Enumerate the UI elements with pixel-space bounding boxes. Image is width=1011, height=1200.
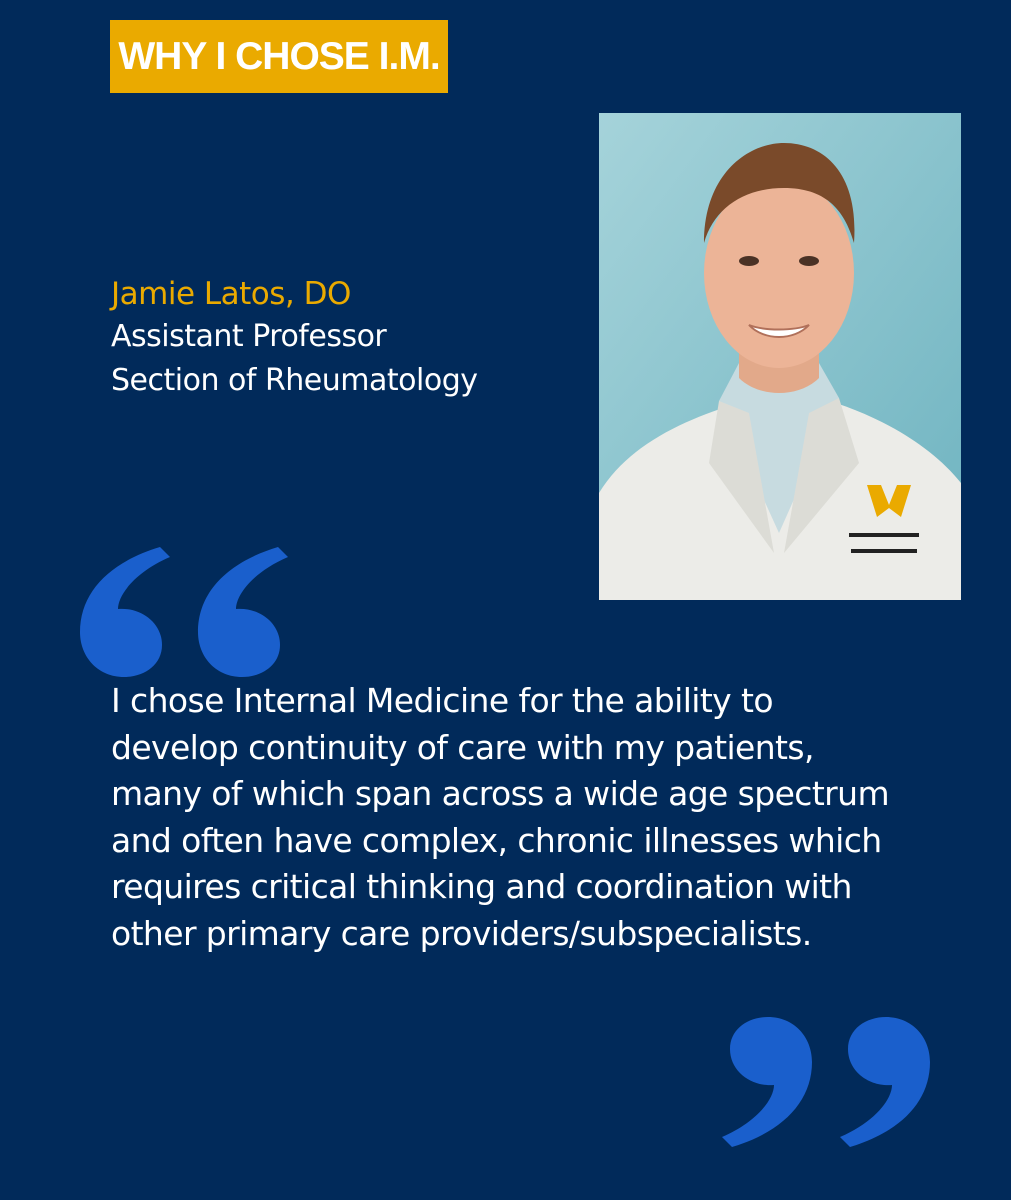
quote-line: other primary care providers/subspecialists. — [111, 913, 812, 953]
profile-photo — [599, 113, 961, 600]
profile-title: Assistant Professor — [111, 319, 387, 354]
header-banner — [110, 20, 448, 93]
quote-line: and often have complex, chronic illnesses which — [111, 820, 882, 860]
banner-title: WHY I CHOSE I.M. — [118, 34, 440, 78]
quote-line: requires critical thinking and coordination with — [111, 867, 852, 906]
quote-line: I chose Internal Medicine for the ability to — [111, 681, 773, 720]
quote-line: develop continuity of care with my patients, — [111, 727, 814, 767]
quote-text — [111, 678, 931, 957]
profile-section: Section of Rheumatology — [111, 363, 478, 398]
open-quote-icon — [80, 547, 295, 677]
quote-line: many of which span across a wide age spectrum — [111, 774, 889, 813]
profile-name: Jamie Latos, DO — [111, 276, 351, 312]
close-quote-icon — [720, 1003, 930, 1148]
